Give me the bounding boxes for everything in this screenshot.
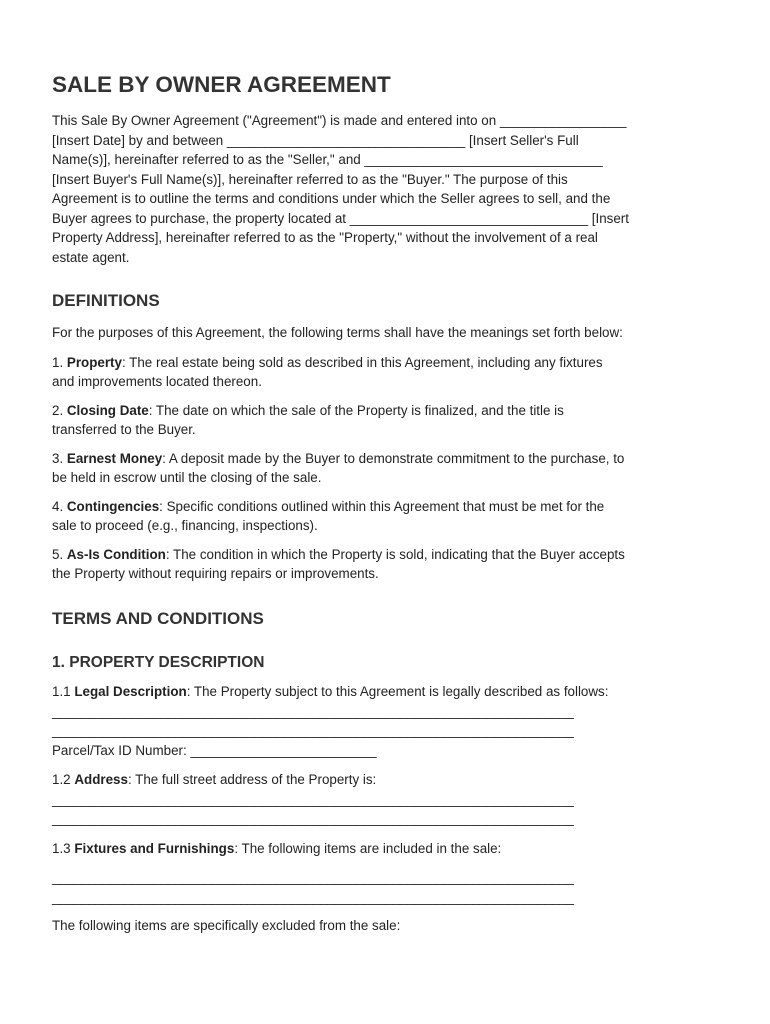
definition-text: : The real estate being sold as described in this Agreement, including any fixtures: [121, 354, 603, 370]
definition-number: 1.: [52, 354, 67, 370]
intro-paragraph: [52, 111, 718, 267]
definition-term: Earnest Money: [66, 450, 163, 466]
terms-heading: TERMS AND CONDITIONS: [52, 608, 264, 628]
legal-description-clause: [52, 682, 718, 702]
definition-item: [52, 353, 718, 392]
intro-line: Agreement is to outline the terms and conditions under which the Seller agrees to sell, and the: [52, 191, 611, 207]
clause-number: 1.3: [52, 840, 75, 856]
definition-number: 5.: [52, 546, 67, 562]
address-blank: ________________________________________________________________________: [52, 791, 574, 807]
property-description-heading: 1. PROPERTY DESCRIPTION: [52, 653, 265, 671]
intro-line: Buyer agrees to purchase, the property located at ________________________________ [Insert: [52, 210, 629, 226]
clause-number: 1.2: [52, 772, 75, 788]
definition-term: Property: [66, 354, 122, 370]
definition-item: [52, 401, 718, 440]
intro-line: Name(s)], hereinafter referred to as the "Seller," and ________________________________: [52, 152, 603, 168]
clause-text: : The following items are included in the sale:: [234, 840, 502, 856]
definitions-lead: For the purposes of this Agreement, the following terms shall have the meanings set forth below:: [52, 325, 623, 341]
definition-text: transferred to the Buyer.: [52, 422, 196, 438]
clause-term: Fixtures and Furnishings: [74, 840, 235, 856]
definition-item: [52, 449, 718, 488]
intro-line: [Insert Date] by and between ________________________________ [Insert Seller's Full: [52, 132, 579, 148]
fixtures-blank: ________________________________________________________________________: [52, 889, 574, 905]
document-title: SALE BY OWNER AGREEMENT: [52, 72, 391, 97]
clause-text: : The full street address of the Property is:: [127, 772, 377, 788]
address-blank: ________________________________________________________________________: [52, 811, 574, 827]
clause-term: Legal Description: [74, 684, 187, 700]
clause-number: 1.1: [52, 684, 75, 700]
legal-description-blank: ________________________________________________________________________: [52, 723, 574, 739]
intro-line: [Insert Buyer's Full Name(s)], hereinafter referred to as the "Buyer." The purpose of this: [52, 171, 568, 187]
definition-text: : A deposit made by the Buyer to demonstrate commitment to the purchase, to: [162, 450, 625, 466]
address-clause: [52, 770, 718, 790]
definition-text: sale to proceed (e.g., financing, inspections).: [52, 518, 318, 534]
fixtures-clause: [52, 839, 718, 859]
parcel-id-line: Parcel/Tax ID Number: _________________________: [52, 742, 377, 758]
definition-item: [52, 497, 718, 536]
excluded-items-line: The following items are specifically excluded from the sale:: [52, 918, 401, 934]
intro-line: Property Address], hereinafter referred to as the "Property," without the involvement of a real: [52, 230, 598, 246]
definition-number: 3.: [52, 450, 67, 466]
definition-text: the Property without requiring repairs or improvements.: [52, 566, 379, 582]
definition-item: [52, 545, 718, 584]
definition-term: As-Is Condition: [66, 546, 166, 562]
definition-text: and improvements located thereon.: [52, 374, 262, 390]
definition-term: Contingencies: [66, 498, 160, 514]
definition-text: : The date on which the sale of the Property is finalized, and the title is: [148, 402, 564, 418]
clause-term: Address: [74, 772, 128, 788]
clause-text: : The Property subject to this Agreement is legally described as follows:: [186, 684, 609, 700]
definition-text: : The condition in which the Property is sold, indicating that the Buyer accepts: [165, 546, 625, 562]
legal-description-blank: ________________________________________________________________________: [52, 703, 574, 719]
definition-term: Closing Date: [66, 402, 149, 418]
intro-line: This Sale By Owner Agreement ("Agreement") is made and entered into on _________________: [52, 113, 627, 129]
definition-number: 4.: [52, 498, 67, 514]
definition-number: 2.: [52, 402, 67, 418]
fixtures-blank: ________________________________________________________________________: [52, 870, 574, 886]
intro-line: estate agent.: [52, 249, 130, 265]
definitions-heading: DEFINITIONS: [52, 291, 160, 311]
definition-text: be held in escrow until the closing of the sale.: [52, 470, 322, 486]
definition-text: : Specific conditions outlined within this Agreement that must be met for the: [159, 498, 605, 514]
